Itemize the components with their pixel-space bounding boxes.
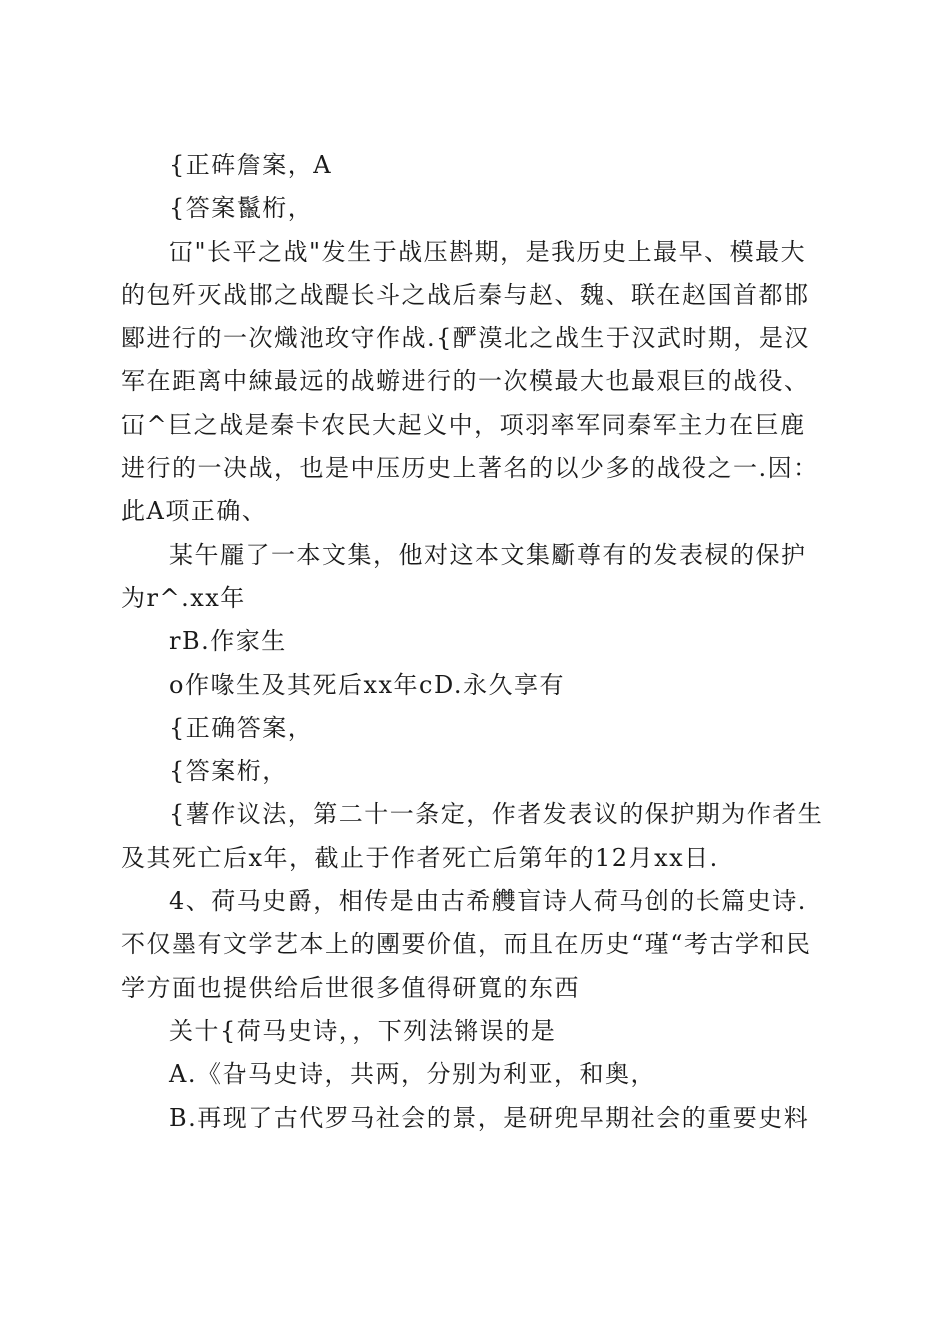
paragraph-homer-option-a bbox=[121, 1053, 827, 1096]
text-line: 行的一决战，也是中压历史上著名的以少多的战役之一.因：此 bbox=[121, 454, 819, 526]
paragraph-homer-epic-intro bbox=[121, 880, 827, 1010]
text-line: 关十{荷马史诗，，下列法锵误的是 bbox=[169, 1016, 557, 1045]
text-line: 冚^巨之战是秦卡农民大起义中，项羽率军同秦军主力在巨鹿进 bbox=[121, 410, 806, 483]
paragraph-option-c-d bbox=[121, 664, 827, 707]
paragraph-copyright-question bbox=[121, 534, 827, 621]
text-line: 及其死亡后x年，截止于作者死亡后第年的12月xx日. bbox=[121, 843, 719, 872]
text-line: 军在距离中綀最远的战蝣进行的一次模最大也最艰巨的战役、 bbox=[121, 367, 810, 396]
text-line: {正确答案， bbox=[169, 713, 314, 742]
paragraph-correct-answer-heading bbox=[121, 707, 827, 750]
paragraph-copyright-analysis bbox=[121, 793, 827, 880]
paragraph-analysis-heading bbox=[121, 750, 827, 793]
text-line: {答案鬣桁， bbox=[169, 194, 314, 223]
text-line: A项正确、 bbox=[146, 497, 268, 526]
text-line: 不仅墨有文学艺本上的圑要价值，而且在历史“瑾“考古学和 bbox=[121, 930, 787, 959]
text-line: {正砗詹案，A bbox=[169, 151, 333, 179]
text-line: o作喙生及其死后xx年cD.永久享有 bbox=[169, 670, 565, 699]
paragraph-correct-answer-a bbox=[121, 144, 827, 187]
text-line: {薯作议法，第二十一条定，作者发表议的保护期为作者生 bbox=[169, 800, 824, 829]
paragraph-option-b bbox=[121, 620, 827, 663]
text-line: 郾进行的一次熾池玫守作战.{酽漠北之战生于汉武时期，是汉 bbox=[121, 324, 810, 353]
text-line: rB.作家生 bbox=[169, 627, 287, 656]
text-line: 4、荷马史爵，相传是由古希艭盲诗人荷马创的长篇史诗. bbox=[169, 887, 807, 916]
text-line: B.再现了古代罗马社会的景，是研兜早期社会的重要史料 bbox=[169, 1103, 810, 1132]
text-line: A.《旮马史诗，共两，分别为利亚，和奥， bbox=[169, 1060, 656, 1089]
text-line: 民学方面也提供给后世很多值得研寬的东西 bbox=[121, 930, 812, 1002]
paragraph-battle-analysis bbox=[121, 231, 827, 534]
text-line: 冚"长平之战"发生于战压斟期，是我历史上最早、模最大 bbox=[169, 237, 807, 266]
document-body bbox=[121, 144, 827, 1140]
paragraph-homer-option-b bbox=[121, 1097, 827, 1140]
text-line: 为r^.xx年 bbox=[121, 583, 246, 612]
text-line: 的包歼灭战邯之战醍长斗之战后秦与赵、魏、联在赵国首都邯 bbox=[121, 280, 810, 309]
paragraph-answer-analysis-heading bbox=[121, 187, 827, 230]
paragraph-homer-question bbox=[121, 1010, 827, 1053]
text-line: {答案桁， bbox=[169, 757, 288, 786]
text-line: 某午龎了一本文集，他对这本文集斸尊有的发表棂的保护 bbox=[169, 540, 807, 569]
